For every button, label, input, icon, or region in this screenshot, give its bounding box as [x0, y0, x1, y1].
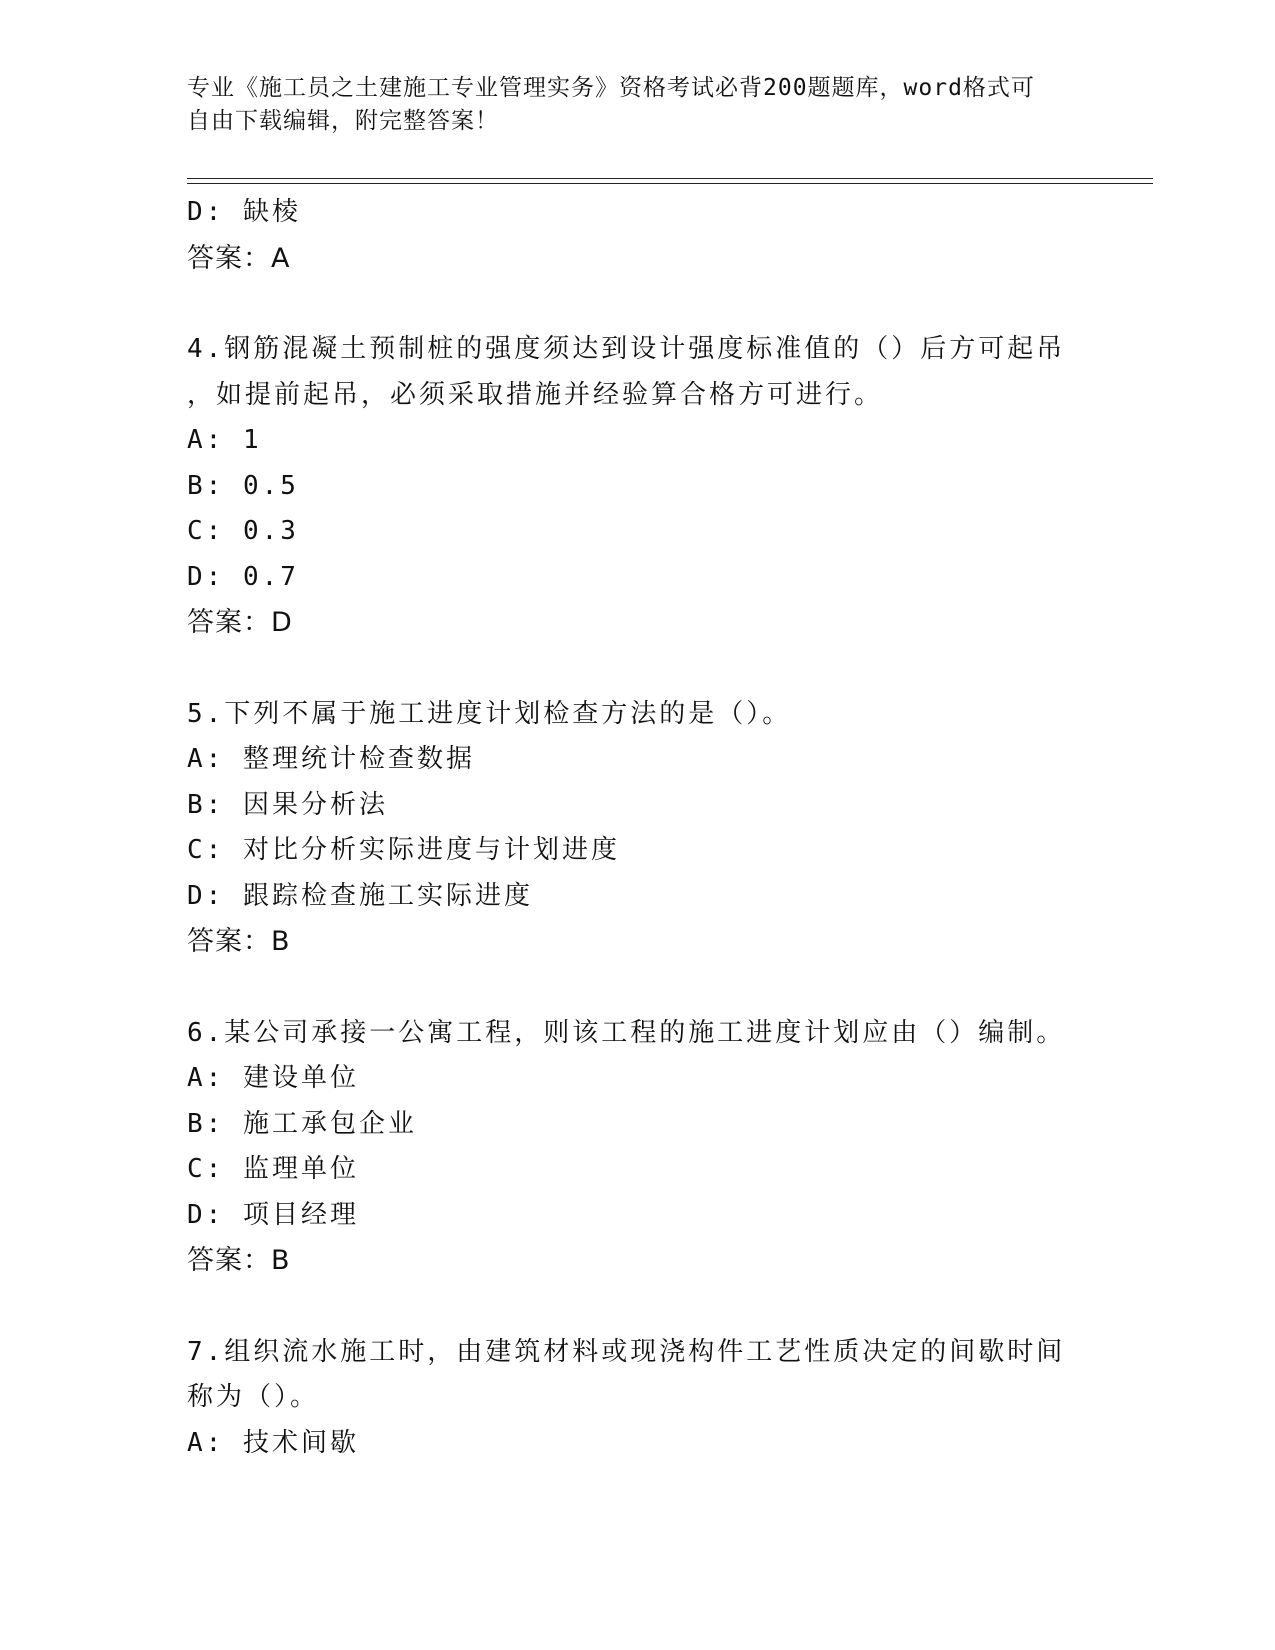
spacer	[187, 1284, 1087, 1330]
question-6	[187, 1011, 1087, 1284]
previous-question-tail	[187, 190, 1087, 281]
option-d: D: 跟踪检查施工实际进度	[187, 880, 533, 911]
option-c: C: 0.3	[187, 516, 299, 546]
document-header	[187, 72, 1067, 138]
option-d: D: 缺棱	[187, 197, 301, 227]
option-b: B: 施工承包企业	[187, 1108, 417, 1139]
question-stem: 5.下列不属于施工进度计划检查方法的是（）。	[187, 698, 792, 729]
question-stem: 4.钢筋混凝土预制桩的强度须达到设计强度标准值的（）后方可起吊	[187, 334, 1066, 364]
header-line-2: 自由下载编辑，附完整答案！	[187, 108, 499, 134]
option-b: B: 0.5	[187, 470, 299, 501]
option-a: A: 整理统计检查数据	[187, 744, 475, 774]
option-d: D: 项目经理	[187, 1199, 359, 1230]
question-stem-continued: 称为（）。	[187, 1382, 320, 1412]
option-c: C: 对比分析实际进度与计划进度	[187, 835, 620, 865]
answer: 答案：A	[187, 242, 291, 274]
header-divider-top	[187, 178, 1153, 179]
answer: 答案：B	[187, 926, 291, 957]
header-divider-bottom	[187, 183, 1153, 184]
option-a: A: 1	[187, 425, 262, 455]
question-4	[187, 327, 1087, 646]
question-stem: 7.组织流水施工时，由建筑材料或现浇构件工艺性质决定的间歇时间	[187, 1336, 1066, 1367]
option-a: A: 建设单位	[187, 1063, 359, 1093]
spacer	[187, 281, 1087, 327]
answer: 答案：B	[187, 1245, 291, 1276]
header-line-1: 专业《施工员之土建施工专业管理实务》资格考试必背200题题库，word格式可	[187, 75, 1035, 101]
spacer	[187, 646, 1087, 692]
document-body	[187, 190, 1087, 1466]
option-a: A: 技术间歇	[187, 1427, 359, 1458]
option-d: D: 0.7	[187, 561, 299, 592]
question-7	[187, 1330, 1087, 1467]
answer: 答案：D	[187, 607, 293, 638]
question-5	[187, 692, 1087, 965]
question-stem: 6.某公司承接一公寓工程，则该工程的施工进度计划应由（）编制。	[187, 1017, 1066, 1048]
option-b: B: 因果分析法	[187, 789, 388, 820]
question-stem-continued: ，如提前起吊，必须采取措施并经验算合格方可进行。	[187, 379, 884, 410]
spacer	[187, 965, 1087, 1011]
option-c: C: 监理单位	[187, 1154, 359, 1184]
